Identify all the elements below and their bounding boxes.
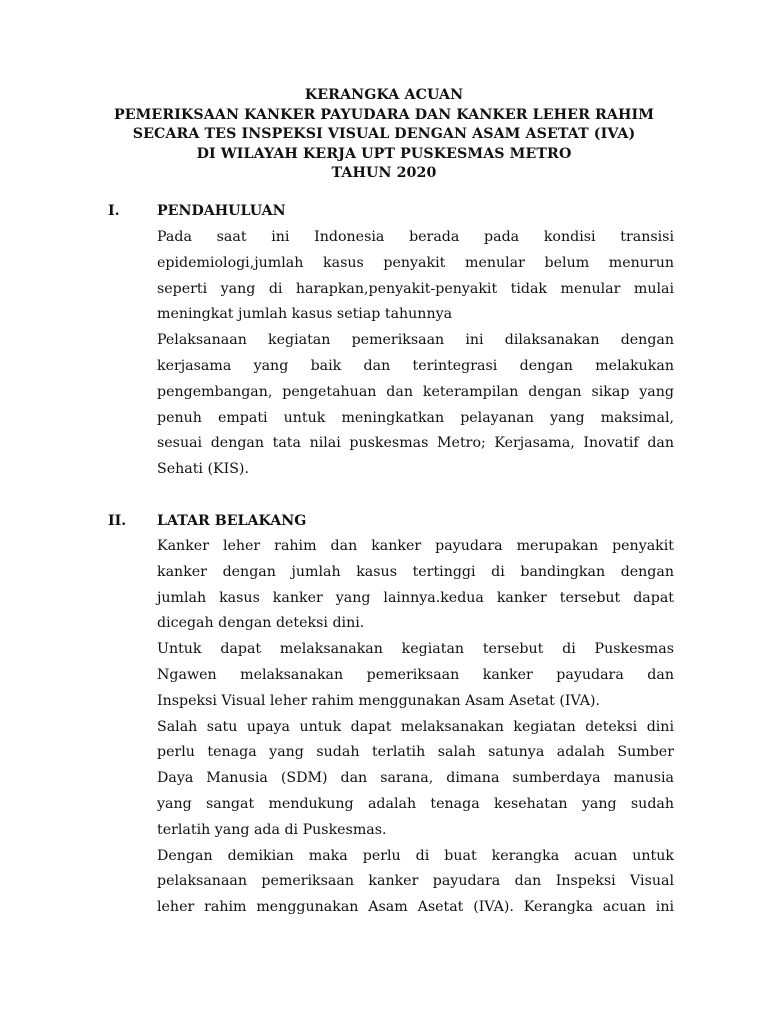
title-line: SECARA TES INSPEKSI VISUAL DENGAN ASAM ASETAT (IVA) bbox=[132, 126, 636, 142]
title-line: TAHUN 2020 bbox=[331, 165, 437, 181]
paragraph-line: Dengan demikian maka perlu di buat kerangka acuan untuk bbox=[157, 847, 674, 864]
paragraph-line: pelaksanaan pemeriksaan kanker payudara dan Inspeksi Visual bbox=[157, 873, 674, 890]
paragraph-line: jumlah kasus kanker yang lainnya.kedua kanker tersebut dapat bbox=[157, 589, 674, 606]
paragraph-line: Pelaksanaan kegiatan pemeriksaan ini dilaksanakan dengan bbox=[157, 332, 674, 349]
paragraph-line: sesuai dengan tata nilai puskesmas Metro; Kerjasama, Inovatif dan bbox=[157, 435, 674, 452]
paragraph-line: Daya Manusia (SDM) dan sarana, dimana sumberdaya manusia bbox=[157, 770, 674, 787]
paragraph-line: seperti yang di harapkan,penyakit-penyakit tidak menular mulai bbox=[157, 280, 674, 297]
paragraph-line: Untuk dapat melaksanakan kegiatan tersebut di Puskesmas bbox=[157, 641, 674, 658]
paragraph-line: Pada saat ini Indonesia berada pada kondisi transisi bbox=[157, 229, 674, 245]
paragraph-line: kerjasama yang baik dan terintegrasi dengan melakukan bbox=[157, 357, 674, 374]
title-line: KERANGKA ACUAN bbox=[304, 87, 464, 103]
section-heading: LATAR BELAKANG bbox=[157, 513, 307, 529]
paragraph-line: yang sangat mendukung adalah tenaga kesehatan yang sudah bbox=[157, 795, 674, 812]
title-line: DI WILAYAH KERJA UPT PUSKESMAS METRO bbox=[196, 145, 572, 162]
section-body bbox=[157, 534, 674, 921]
paragraph-line: meningkat jumlah kasus setiap tahunnya bbox=[157, 306, 453, 323]
section-number: II. bbox=[108, 513, 127, 529]
paragraph-line: Kanker leher rahim dan kanker payudara merupakan penyakit bbox=[157, 538, 674, 554]
section-heading: PENDAHULUAN bbox=[157, 203, 286, 219]
paragraph-line: Ngawen melaksanakan pemeriksaan kanker payudara dan bbox=[157, 666, 674, 683]
paragraph-line: Sehati (KIS). bbox=[157, 461, 249, 478]
paragraph-line: pengembangan, pengetahuan dan keterampilan dengan sikap yang bbox=[157, 383, 674, 400]
document-title bbox=[0, 86, 768, 184]
paragraph-line: terlatih yang ada di Puskesmas. bbox=[157, 821, 387, 838]
title-line: PEMERIKSAAN KANKER PAYUDARA DAN KANKER LEHER RAHIM bbox=[113, 106, 655, 123]
paragraph-line: Salah satu upaya untuk dapat melaksanakan kegiatan deteksi dini bbox=[157, 718, 674, 735]
paragraph-line: leher rahim menggunakan Asam Asetat (IVA). Kerangka acuan ini bbox=[157, 899, 674, 916]
paragraph-line: epidemiologi,jumlah kasus penyakit menular belum menurun bbox=[157, 254, 674, 271]
paragraph-line: Inspeksi Visual leher rahim menggunakan Asam Asetat (IVA). bbox=[157, 692, 601, 709]
paragraph-line: perlu tenaga yang sudah terlatih salah satunya adalah Sumber bbox=[157, 744, 674, 761]
section-body bbox=[157, 225, 674, 483]
section-number: I. bbox=[108, 203, 120, 219]
paragraph-line: dicegah dengan deteksi dini. bbox=[157, 615, 365, 632]
paragraph-line: kanker dengan jumlah kasus tertinggi di bandingkan dengan bbox=[157, 563, 674, 580]
paragraph-line: penuh empati untuk meningkatkan pelayanan yang maksimal, bbox=[157, 409, 674, 426]
